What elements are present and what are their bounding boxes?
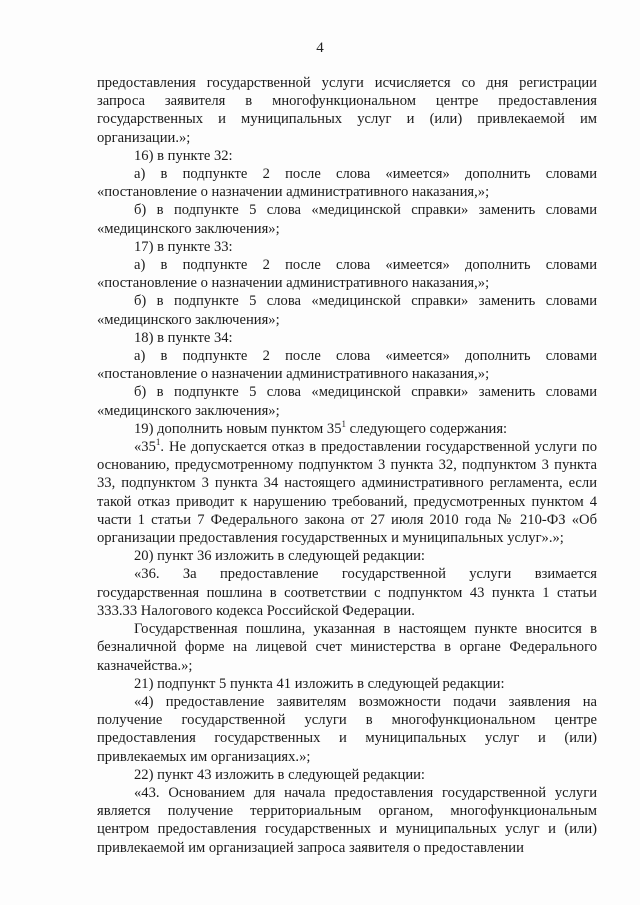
paragraph: б) в подпункте 5 слова «медицинской справки» заменить словами «медицинского заключения»; bbox=[97, 202, 597, 237]
superscript: 1 bbox=[341, 419, 347, 429]
paragraph-text: 19) дополнить новым пунктом 35 bbox=[134, 420, 342, 437]
paragraph: Государственная пошлина, указанная в настоящем пункте вносится в безналичной форме на лицевой счет министерства в органе Федерального казначейства.»; bbox=[97, 621, 597, 674]
paragraph: 21) подпункт 5 пункта 41 изложить в следующей редакции: bbox=[134, 675, 505, 692]
paragraph: а) в подпункте 2 после слова «имеется» дополнить словами «постановление о назначении административного наказания,»; bbox=[97, 348, 597, 383]
paragraph: а) в подпункте 2 после слова «имеется» дополнить словами «постановление о назначении административного наказания,»; bbox=[97, 257, 597, 292]
paragraph: «4) предоставление заявителям возможности подачи заявления на получение государственной услуги в многофункциональном центре предоставления государственных и муниципальных услуг и (или) привлекаемых им организациях.»; bbox=[97, 693, 597, 765]
paragraph: «36. За предоставление государственной услуги взимается государственная пошлина в соответствии с подпунктом 43 пункта 1 статьи 333.33 Налогового кодекса Российской Федерации. bbox=[97, 566, 597, 619]
paragraph: а) в подпункте 2 после слова «имеется» дополнить словами «постановление о назначении административного наказания,»; bbox=[97, 166, 597, 201]
paragraph-text: . Не допускается отказ в предоставлении государственной услуги по основанию, предусмотренному подпунктом 3 пункта 32, подпунктом 3 пункта 33, подпунктом 3 пункта 34 настоящего административного регламента, если такой отказ приводит к нарушению требований, предусмотренных пунктом 4 части 1 статьи 7 Федерального закона от 27 июля 2010 года № 210-ФЗ «Об организации предоставления государственных и муниципальных услуг».»; bbox=[97, 439, 597, 547]
paragraph bbox=[97, 438, 597, 547]
paragraph: 20) пункт 36 изложить в следующей редакции: bbox=[134, 548, 425, 565]
paragraph: 16) в пункте 32: bbox=[134, 147, 233, 164]
paragraph: предоставления государственной услуги исчисляется со дня регистрации запроса заявителя в многофункциональном центре предоставления государственных и муниципальных услуг и (или) привлекаемой им организации.»; bbox=[97, 75, 597, 146]
paragraph: 17) в пункте 33: bbox=[134, 238, 233, 255]
paragraph bbox=[97, 420, 597, 438]
superscript: 1 bbox=[155, 437, 161, 448]
paragraph: «43. Основанием для начала предоставления государственной услуги является получение территориальным органом, многофункциональным центром предоставления государственных и муниципальных услуг и (или) привлекаемой им организацией запроса заявителя о предоставлении bbox=[97, 784, 597, 856]
paragraph: б) в подпункте 5 слова «медицинской справки» заменить словами «медицинского заключения»; bbox=[97, 384, 597, 419]
paragraph: б) в подпункте 5 слова «медицинской справки» заменить словами «медицинского заключения»; bbox=[97, 293, 597, 328]
page-number: 4 bbox=[316, 40, 324, 56]
paragraph-text: «35 bbox=[134, 439, 156, 456]
paragraph: 18) в пункте 34: bbox=[134, 329, 233, 346]
paragraph-text: следующего содержания: bbox=[346, 420, 508, 437]
document-body bbox=[97, 74, 597, 857]
paragraph: 22) пункт 43 изложить в следующей редакции: bbox=[134, 766, 425, 783]
